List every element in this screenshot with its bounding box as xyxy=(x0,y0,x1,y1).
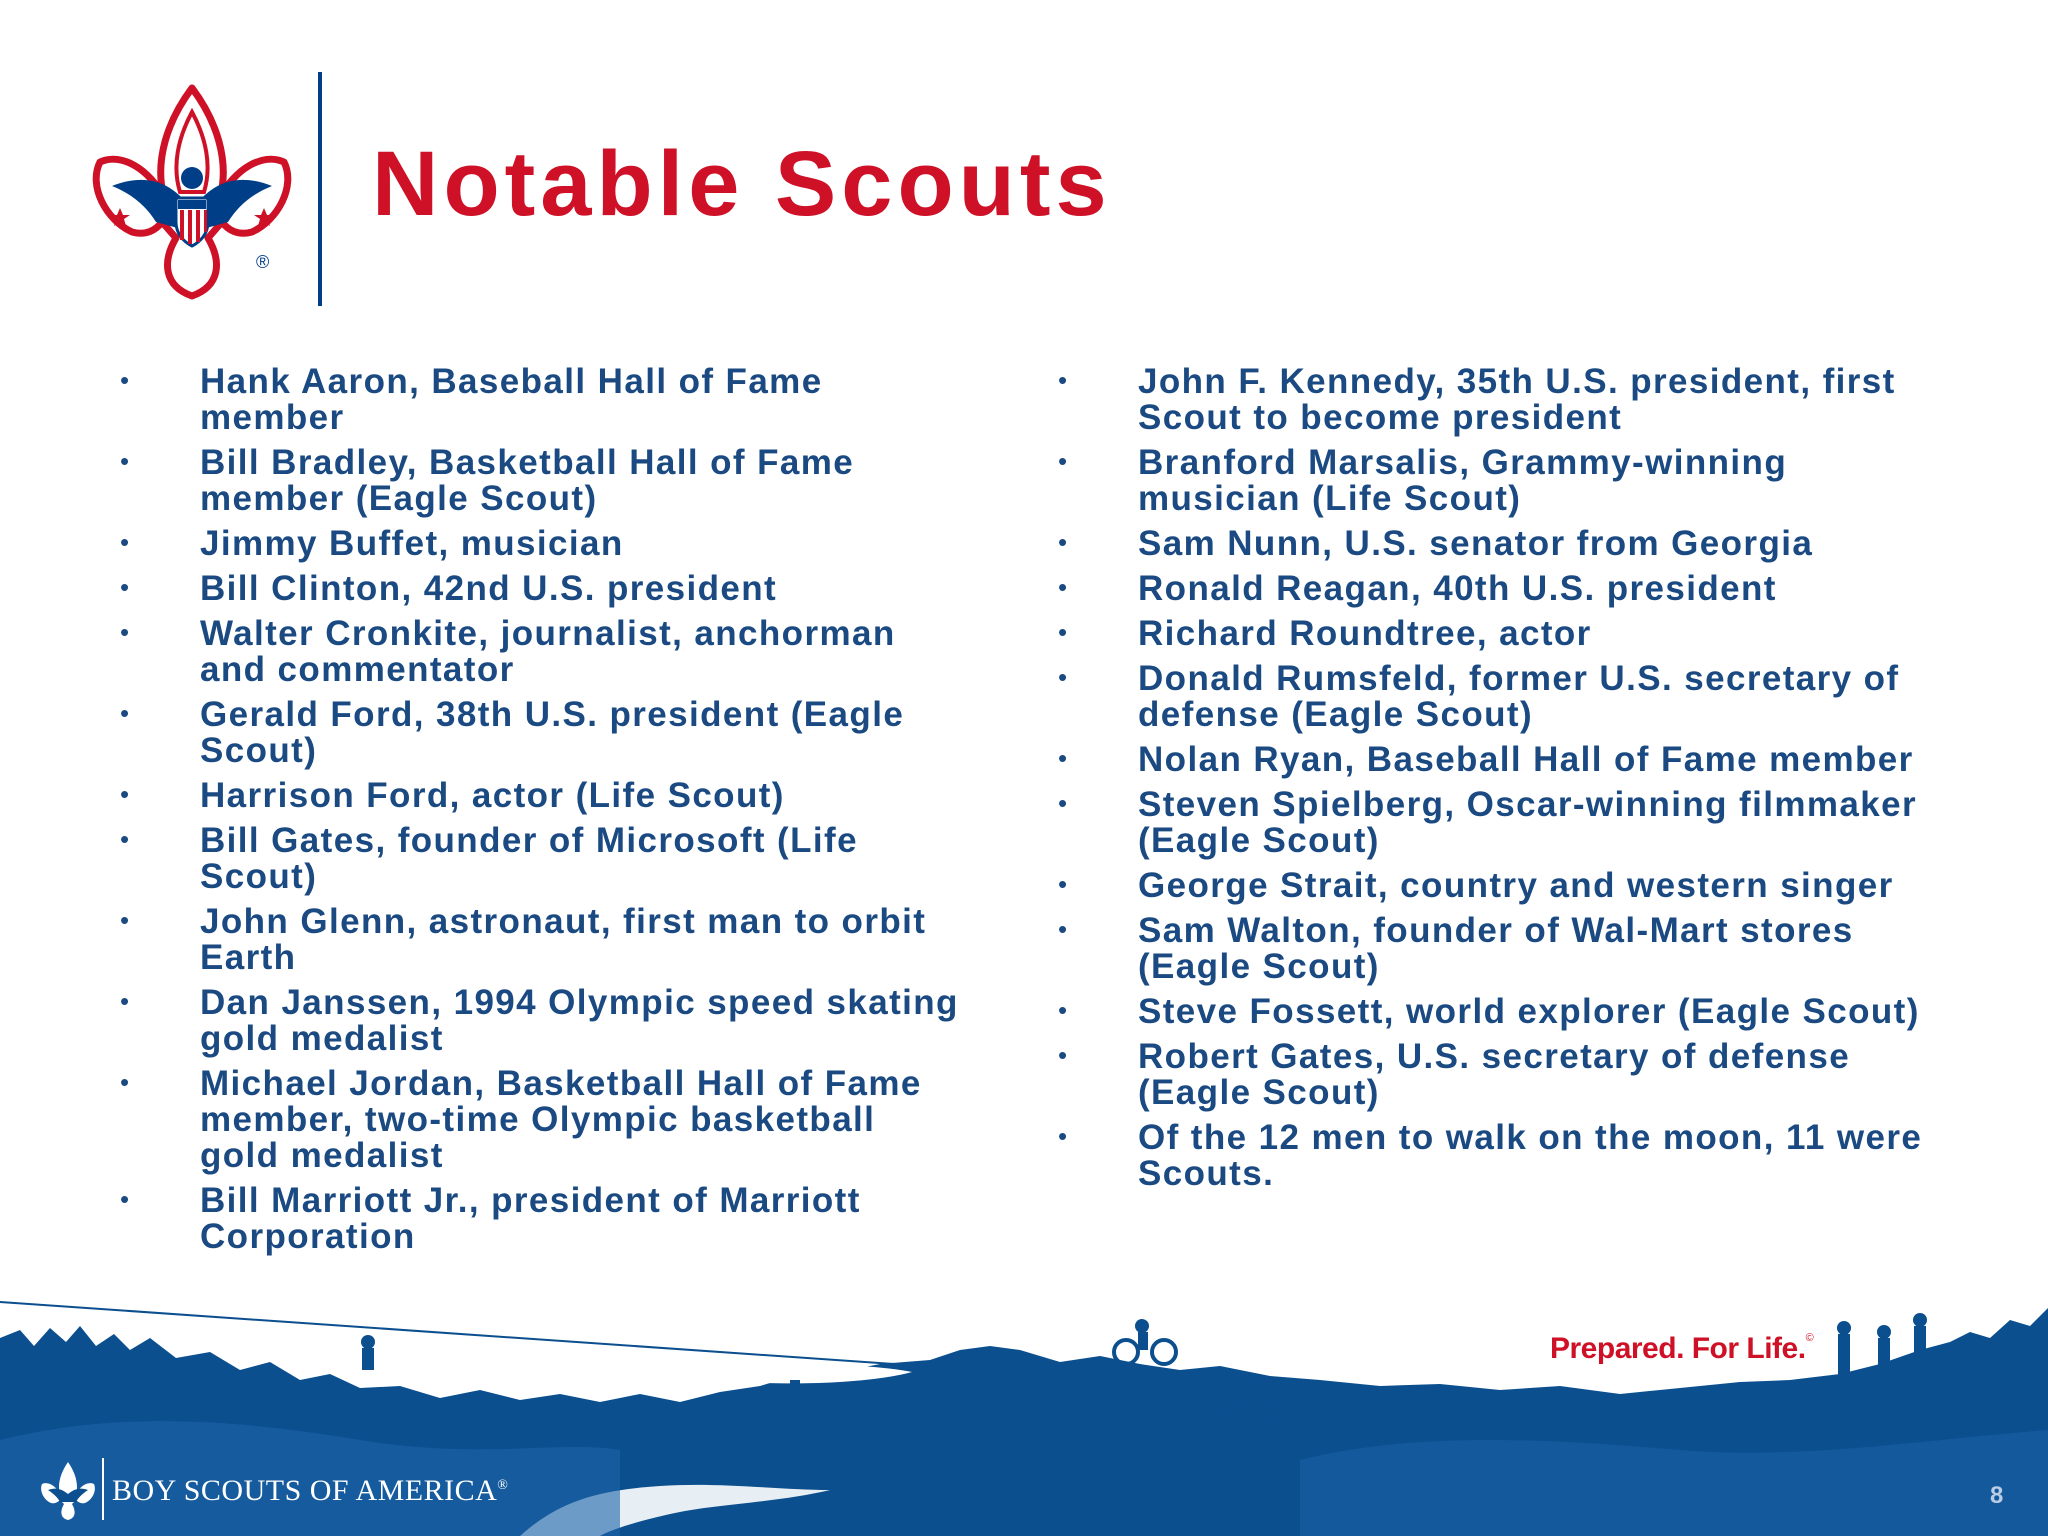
list-item: • Nolan Ryan, Baseball Hall of Fame member xyxy=(1058,742,1928,778)
list-item: • Steve Fossett, world explorer (Eagle Scout) xyxy=(1058,994,1928,1030)
bsa-fleur-de-lis-icon xyxy=(92,82,292,302)
zipliner-silhouette xyxy=(361,1335,375,1349)
list-item: • Gerald Ford, 38th U.S. president (Eagle Scout) xyxy=(120,697,960,769)
list-item: • Michael Jordan, Basketball Hall of Fame member, two-time Olympic basketball gold medalist xyxy=(120,1066,960,1174)
list-item: • Donald Rumsfeld, former U.S. secretary of defense (Eagle Scout) xyxy=(1058,661,1928,733)
registered-mark: ® xyxy=(256,252,270,272)
notable-scouts-list-left xyxy=(120,364,960,1264)
organization-name xyxy=(112,1474,508,1508)
list-item: • Richard Roundtree, actor xyxy=(1058,616,1928,652)
list-item: • Bill Gates, founder of Microsoft (Life Scout) xyxy=(120,823,960,895)
list-item: • Bill Bradley, Basketball Hall of Fame member (Eagle Scout) xyxy=(120,445,960,517)
footer-divider xyxy=(102,1458,104,1520)
page-title: Notable Scouts xyxy=(372,133,1112,235)
list-item: • Branford Marsalis, Grammy-winning musician (Life Scout) xyxy=(1058,445,1928,517)
list-item: • John F. Kennedy, 35th U.S. president, first Scout to become president xyxy=(1058,364,1928,436)
list-item: • Steven Spielberg, Oscar-winning filmmaker (Eagle Scout) xyxy=(1058,787,1928,859)
list-item: • Hank Aaron, Baseball Hall of Fame member xyxy=(120,364,960,436)
page-number: 8 xyxy=(1990,1482,2004,1509)
list-item: • Bill Marriott Jr., president of Marriott Corporation xyxy=(120,1183,960,1255)
tagline-text: Prepared. For Life. xyxy=(1550,1332,1806,1365)
list-item: • Harrison Ford, actor (Life Scout) xyxy=(120,778,960,814)
org-name-text: BOY SCOUTS OF AMERICA xyxy=(112,1474,498,1507)
list-item: • Ronald Reagan, 40th U.S. president xyxy=(1058,571,1928,607)
tagline-mark: © xyxy=(1805,1332,1814,1344)
list-item: • Sam Nunn, U.S. senator from Georgia xyxy=(1058,526,1928,562)
list-item: • Jimmy Buffet, musician xyxy=(120,526,960,562)
list-item: • John Glenn, astronaut, first man to orbit Earth xyxy=(120,904,960,976)
header-divider xyxy=(318,72,322,306)
list-item: • Dan Janssen, 1994 Olympic speed skating gold medalist xyxy=(120,985,960,1057)
list-item: • Of the 12 men to walk on the moon, 11 were Scouts. xyxy=(1058,1120,1928,1192)
list-item: • Sam Walton, founder of Wal-Mart stores (Eagle Scout) xyxy=(1058,913,1928,985)
org-mark: ® xyxy=(497,1478,509,1493)
tagline xyxy=(1550,1332,1813,1366)
list-item: • George Strait, country and western singer xyxy=(1058,868,1928,904)
list-item: • Bill Clinton, 42nd U.S. president xyxy=(120,571,960,607)
list-item: • Robert Gates, U.S. secretary of defense (Eagle Scout) xyxy=(1058,1039,1928,1111)
notable-scouts-list-right xyxy=(1058,364,1928,1201)
list-item: • Walter Cronkite, journalist, anchorman and commentator xyxy=(120,616,960,688)
bsa-fleur-de-lis-icon xyxy=(40,1460,96,1522)
